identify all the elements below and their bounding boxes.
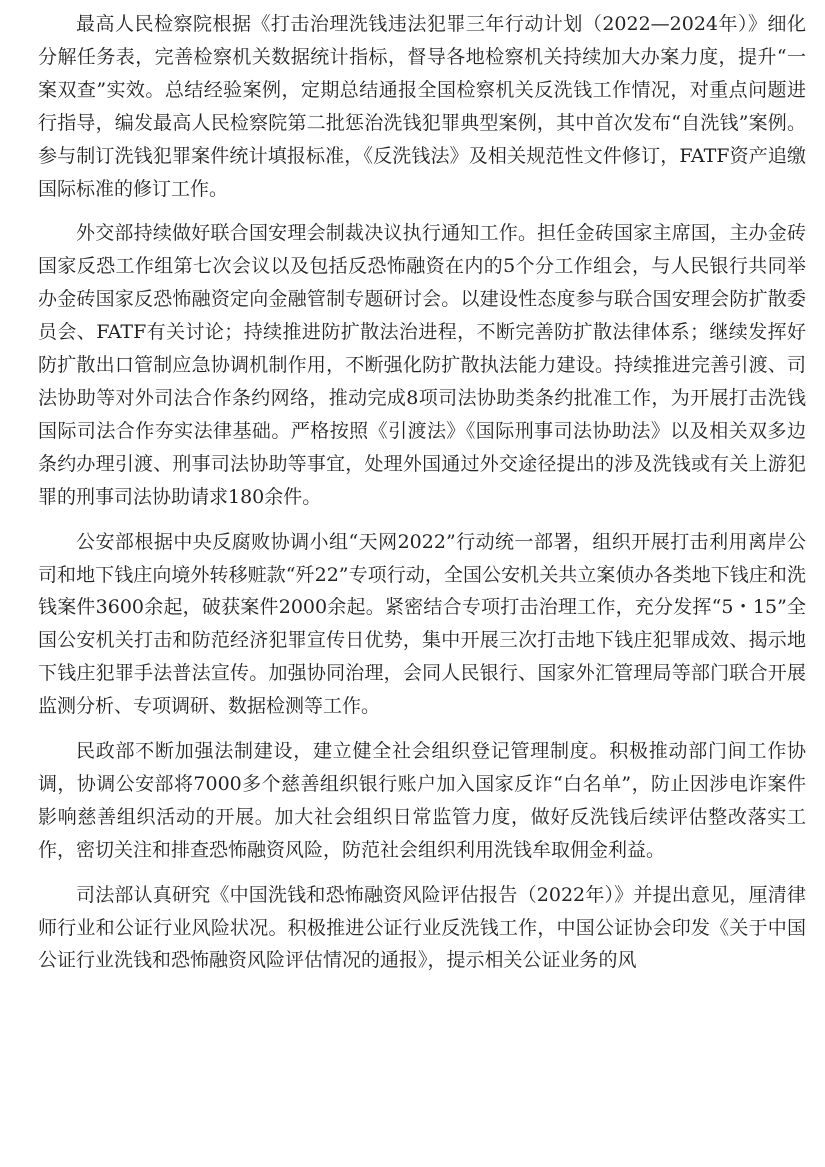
paragraph-foreign-ministry: 外交部持续做好联合国安理会制裁决议执行通知工作。担任金砖国家主席国，主办金砖国家反恐工作组第七次会议以及包括反恐怖融资在内的5个分工作组会，与人民银行共同举办金砖国家反恐怖融资定向金融管制专题研讨会。以建设性态度参与联合国安理会防扩散委员会、FATF有关讨论；持续推进防扩散法治进程，不断完善防扩散法律体系；继续发挥好防扩散出口管制应急协调机制作用，不断强化防扩散执法能力建设。持续推进完善引渡、司法协助等对外司法合作条约网络，推动完成8项司法协助类条约批准工作，为开展打击洗钱国际司法合作夯实法律基础。严格按照《引渡法》《国际刑事司法协助法》以及相关双多边条约办理引渡、刑事司法协助等事宜，处理外国通过外交途径提出的涉及洗钱或有关上游犯罪的刑事司法协助请求180余件。 bbox=[38, 222, 806, 508]
paragraph-civil-affairs: 民政部不断加强法制建设，建立健全社会组织登记管理制度。积极推动部门间工作协调，协调公安部将7000多个慈善组织银行账户加入国家反诈“白名单”，防止因涉电诈案件影响慈善组织活动的开展。加大社会组织日常监管力度，做好反洗钱后续评估整改落实工作，密切关注和排查恐怖融资风险，防范社会组织利用洗钱牟取佣金利益。 bbox=[38, 740, 806, 861]
paragraph-procuratorate: 最高人民检察院根据《打击治理洗钱违法犯罪三年行动计划（2022—2024年）》细化分解任务表，完善检察机关数据统计指标，督导各地检察机关持续加大办案力度，提升“一案双查”实效。总结经验案例，定期总结通报全国检察机关反洗钱工作情况，对重点问题进行指导，编发最高人民检察院第二批惩治洗钱犯罪典型案例，其中首次发布“自洗钱”案例。参与制订洗钱犯罪案件统计填报标准，《反洗钱法》及相关规范性文件修订，FATF资产追缴国际标准的修订工作。 bbox=[38, 13, 806, 200]
document-page bbox=[38, 8, 806, 989]
paragraph-public-security: 公安部根据中央反腐败协调小组“天网2022”行动统一部署，组织开展打击利用离岸公司和地下钱庄向境外转移赃款“歼22”专项行动，全国公安机关共立案侦办各类地下钱庄和洗钱案件3600余起，破获案件2000余起。紧密结合专项打击治理工作，充分发挥“5・15”全国公安机关打击和防范经济犯罪宣传日优势，集中开展三次打击地下钱庄犯罪成效、揭示地下钱庄犯罪手法普法宣传。加强协同治理，会同人民银行、国家外汇管理局等部门联合开展监测分析、专项调研、数据检测等工作。 bbox=[38, 530, 806, 718]
paragraph-justice-ministry: 司法部认真研究《中国洗钱和恐怖融资风险评估报告（2022年）》并提出意见，厘清律师行业和公证行业风险状况。积极推进公证行业反洗钱工作，中国公证协会印发《关于中国公证行业洗钱和恐怖融资风险评估情况的通报》，提示相关公证业务的风 bbox=[38, 883, 806, 972]
